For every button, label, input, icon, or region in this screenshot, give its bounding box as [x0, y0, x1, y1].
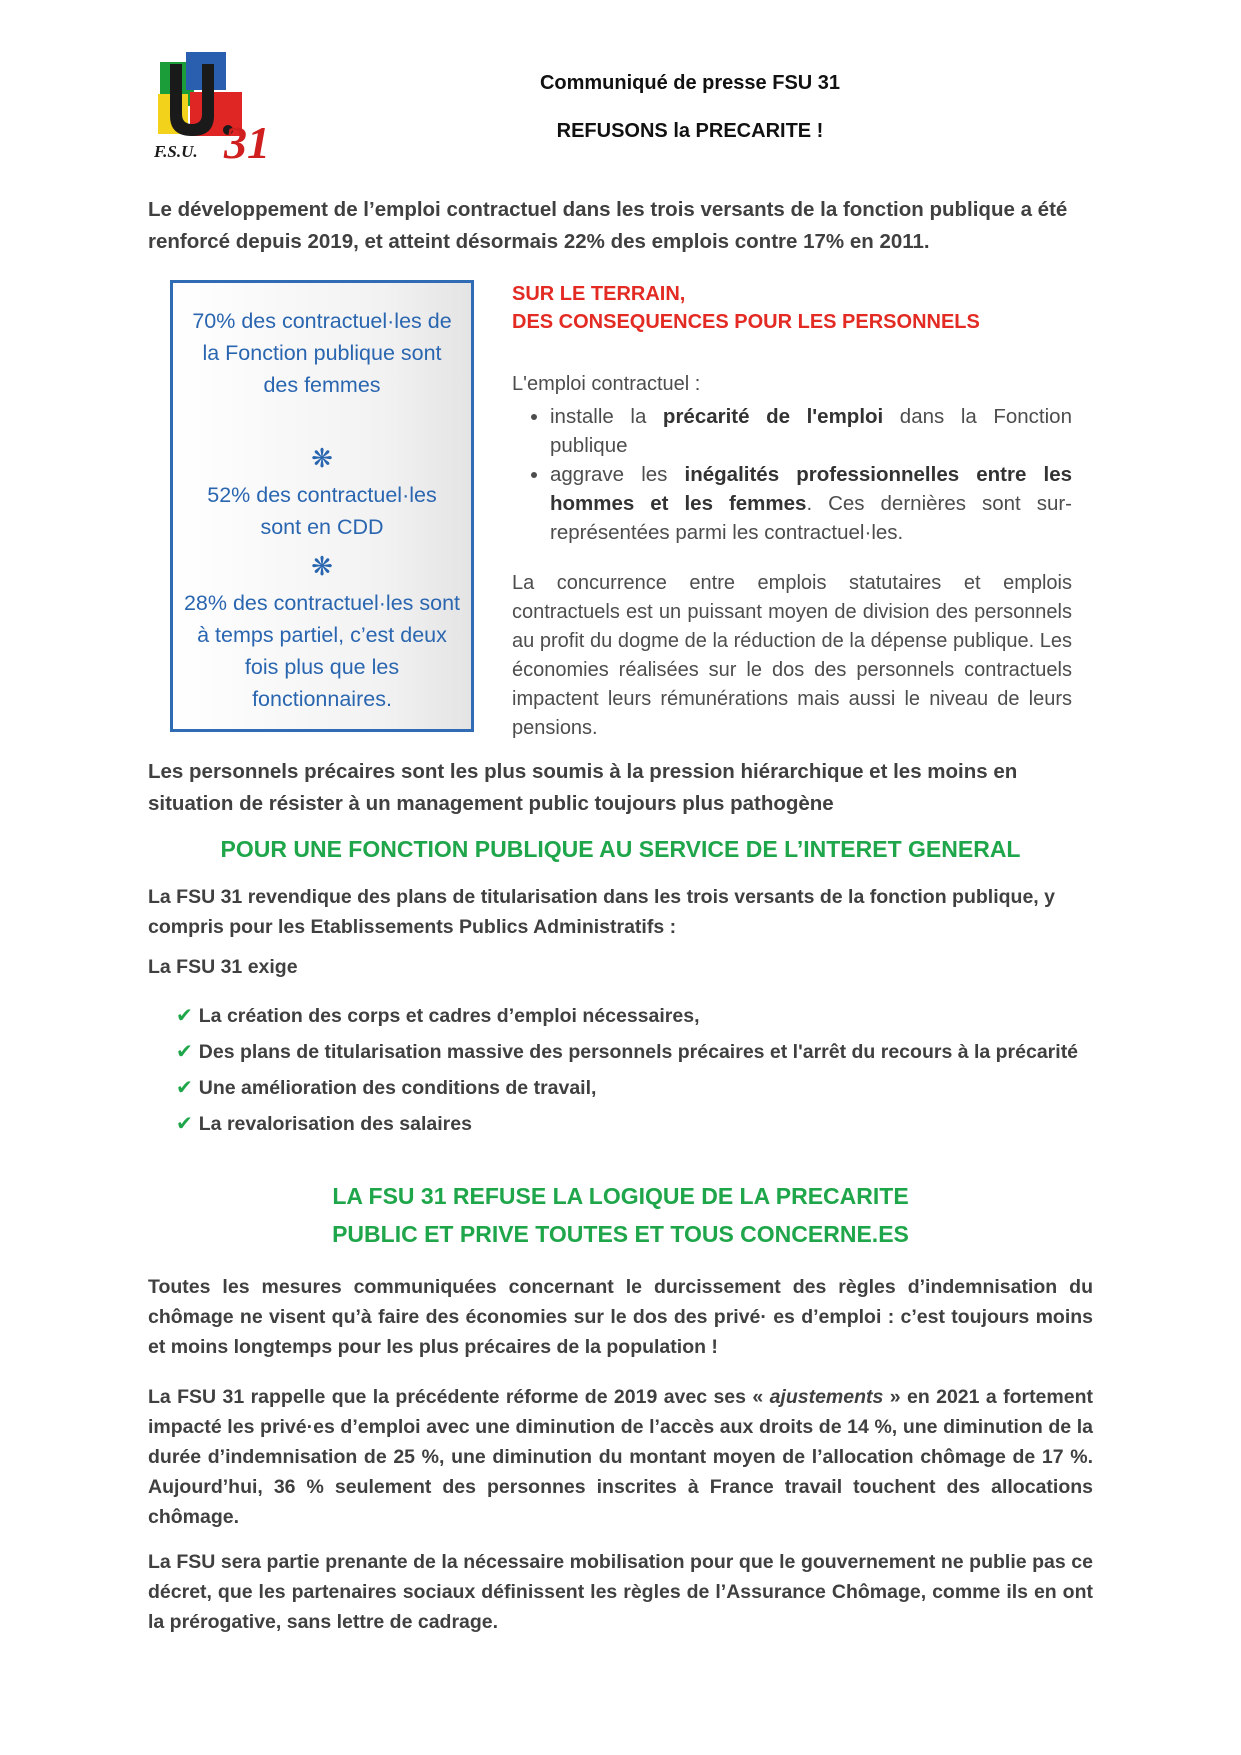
fsu31-logo-graphic	[150, 44, 290, 164]
bullet-strong: précarité de l'emploi	[662, 405, 884, 428]
bullet-text: aggrave les	[550, 463, 685, 486]
flower-icon: ❋	[311, 551, 333, 581]
mobilisation-paragraph: La FSU sera partie prenante de la nécessaire mobilisation pour que le gouvernement ne publie pas ce décret, que les partenaires sociaux définissent les règles de l’Assurance Chômage, comme ils en ont la prérogative, sans lettre de cadrage.	[148, 1551, 1093, 1633]
bullet-text: installe la	[550, 405, 663, 428]
stat-part-time: 28% des contractuel·les sont à temps partiel, c’est deux fois plus que les fonctionnaires.	[183, 591, 461, 711]
revendique-paragraph: La FSU 31 revendique des plans de titularisation dans les trois versants de la fonction publique, y compris pour les Etablissements Publics Administratifs :	[148, 886, 1055, 938]
terrain-heading-line1: SUR LE TERRAIN,	[512, 283, 686, 305]
rappelle-text: » en 2021 a fortement impacté les privé·es d’emploi avec une diminution de l’accès aux droits de 14 %, une diminution de la durée d’indemnisation de 25 %, une diminution du montant moyen de l’allocation chômage de 17 %. Aujourd’hui, 36 % seulement des personnes inscrites à France travail touchent des allocations chômage.	[148, 1386, 1093, 1528]
list-item	[176, 998, 1116, 1034]
demand-text: Une amélioration des conditions de travail,	[198, 1077, 597, 1099]
svg-text:F.S.U.: F.S.U.	[154, 142, 198, 161]
bullet-strong: inégalités professionnelles entre les hommes et les femmes	[550, 463, 1072, 515]
stat-women: 70% des contractuel·les de la Fonction publique sont des femmes	[192, 309, 452, 397]
demands-list	[176, 998, 1116, 1142]
flower-icon: ❋	[311, 443, 333, 473]
terrain-heading-line2: DES CONSEQUENCES POUR LES PERSONNELS	[512, 311, 980, 333]
fsu31-logo	[150, 44, 290, 164]
bullet-text: dans la Fonction publique	[550, 405, 1072, 457]
checkmark-icon: ✔	[176, 1041, 193, 1063]
mesures-paragraph: Toutes les mesures communiquées concernant le durcissement des règles d’indemnisation du chômage ne visent qu’à faire des économies sur le dos des privé· es d’emploi : c’est toujours moins et moins longtemps pour les plus précaires de la population !	[148, 1276, 1093, 1358]
terrain-bullet-list	[512, 402, 1072, 547]
demand-text: La revalorisation des salaires	[198, 1113, 472, 1135]
stat-cdd: 52% des contractuel·les sont en CDD	[207, 483, 437, 539]
checkmark-icon: ✔	[176, 1077, 193, 1099]
rappelle-emphasis: ajustements	[769, 1386, 884, 1408]
page-subtitle: REFUSONS la PRECARITE !	[556, 120, 824, 142]
rappelle-text: La FSU 31 rappelle que la précédente réforme de 2019 avec ses «	[148, 1386, 770, 1408]
terrain-heading	[512, 280, 1072, 336]
checkmark-icon: ✔	[176, 1113, 193, 1135]
demand-text: Des plans de titularisation massive des personnels précaires et l'arrêt du recours à la précarité	[198, 1041, 1079, 1063]
terrain-section	[512, 280, 1072, 743]
list-item	[550, 402, 1072, 460]
section-heading-precarite: LA FSU 31 REFUSE LA LOGIQUE DE LA PRECARITE	[332, 1183, 909, 1209]
section-heading-fonction-publique: POUR UNE FONCTION PUBLIQUE AU SERVICE DE L’INTERET GENERAL	[220, 836, 1021, 862]
list-item	[176, 1034, 1116, 1070]
svg-text:31: 31	[224, 117, 270, 164]
intro-paragraph: Le développement de l’emploi contractuel dans les trois versants de la fonction publique a été renforcé depuis 2019, et atteint désormais 22% des emplois contre 17% en 2011.	[148, 198, 1068, 253]
pressure-paragraph: Les personnels précaires sont les plus soumis à la pression hiérarchique et les moins en situation de résister à un management public toujours plus pathogène	[148, 760, 1018, 815]
list-item	[176, 1070, 1116, 1106]
list-item	[176, 1106, 1116, 1142]
section-heading-concernes: PUBLIC ET PRIVE TOUTES ET TOUS CONCERNE.ES	[332, 1221, 909, 1247]
bullet-text: . Ces dernières sont sur-représentées parmi les contractuel·les.	[550, 492, 1072, 544]
statistics-box	[170, 280, 474, 732]
list-item	[550, 460, 1072, 547]
demand-text: La création des corps et cadres d’emploi nécessaires,	[198, 1005, 700, 1027]
rappelle-paragraph	[148, 1382, 1093, 1532]
exige-paragraph: La FSU 31 exige	[148, 956, 298, 978]
terrain-concurrence: La concurrence entre emplois statutaires et emplois contractuels est un puissant moyen de division des personnels au profit du dogme de la réduction de la dépense publique. Les économies réalisées sur le dos des personnels contractuels impactent leurs rémunérations mais aussi le niveau de leurs pensions.	[512, 572, 1072, 739]
page-title: Communiqué de presse FSU 31	[539, 72, 841, 94]
checkmark-icon: ✔	[176, 1005, 193, 1027]
terrain-intro: L'emploi contractuel :	[512, 373, 701, 395]
